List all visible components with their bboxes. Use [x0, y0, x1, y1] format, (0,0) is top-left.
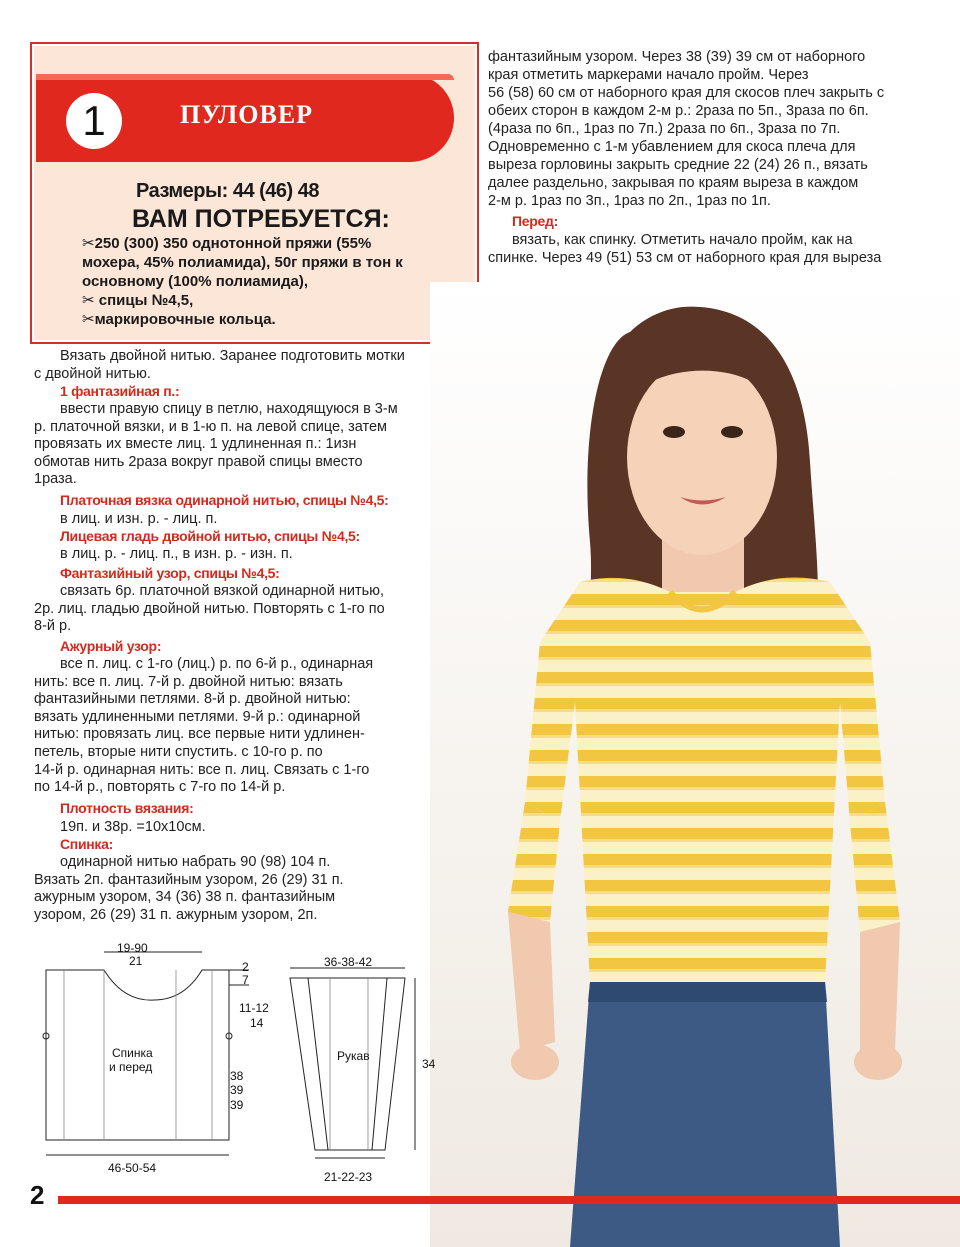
fantasy-loop-text [34, 401, 439, 489]
sleeve-bottom: 21-22-23 [324, 1170, 373, 1184]
text-line: 2-м р. 1раз по 3п., 1раз по 2п., 1раз по 1п. [488, 193, 771, 209]
diagram-top-width: 19-90 [117, 941, 148, 955]
intro-text [34, 348, 439, 383]
stockinette-title: Лицевая гладь двойной нитью, спицы №4,5: [60, 528, 360, 544]
scissors-icon: ✂ [82, 235, 95, 252]
diagram-r3: 11-12 [239, 1001, 269, 1015]
text-line: ажурным узором, 34 (36) 38 п. фантазийным [34, 889, 336, 906]
garter-title: Платочная вязка одинарной нитью, спицы №4,5: [60, 492, 389, 508]
text-line: одинарной нитью набрать 90 (98) 104 п. [60, 854, 331, 870]
sleeve-label: Рукав [337, 1049, 370, 1063]
text-line: Вязать 2п. фантазийным узором, 26 (29) 31 п. [34, 871, 344, 888]
text-line: по 14-й р., повторять с 7-го по 14-й р. [34, 779, 286, 796]
text-line: фантазийными петлями. 8-й р. двойной нитью: [34, 691, 351, 708]
fantasy-pattern-text [34, 583, 439, 636]
back-text [34, 854, 424, 924]
diagram-label-2: и перед [109, 1060, 153, 1074]
diagram-h2: 39 [230, 1083, 244, 1097]
materials-list [82, 234, 462, 329]
text-line: узором, 26 (29) 31 п. ажурным узором, 2п. [34, 906, 318, 923]
right-text [488, 48, 944, 210]
intro-line: Вязать двойной нитью. Заранее подготовить мотки [60, 348, 405, 364]
text-line: петель, вторые нити спустить. с 10-го р. по [34, 743, 323, 760]
text-line: р. платочной вязки, и в 1-ю п. на левой спице, затем [34, 418, 387, 435]
text-line: 56 (58) 60 см от наборного края для скосов плеч закрыть с [488, 85, 885, 101]
text-line: ввести правую спицу в петлю, находящуюся в 3-м [60, 401, 398, 417]
diagram-r4: 14 [250, 1016, 264, 1030]
text-line: нитью: провязать лиц. все первые нити удлинен- [34, 726, 365, 743]
materials-heading: ВАМ ПОТРЕБУЕТСЯ: [132, 205, 390, 233]
back-title: Спинка: [60, 836, 113, 852]
text-line: обеих сторон в каждом 2-м р.: 2раза по 5п., 3раза по 6п. [488, 103, 869, 119]
text-line: 14-й р. одинарная нить: все п. лиц. Связать с 1-го [34, 761, 370, 778]
text-line: обмотав нить 2раза вокруг правой спицы вместо [34, 453, 363, 470]
model-photo [430, 282, 960, 1247]
front-title: Перед: [512, 213, 558, 229]
sleeve-top: 36-38-42 [324, 955, 373, 969]
text-line: выреза горловины закрыть средние 22 (24) 26 п., вязать [488, 157, 868, 173]
footer-bar [58, 1196, 960, 1204]
text-line: далее раздельно, закрывая по краям выреза в каждом [488, 175, 859, 191]
text-line: спинке. Через 49 (51) 53 см от наборного края для выреза [488, 250, 882, 266]
text-line: (4раза по 6п., 1раз по 7п.) 2раза по 6п., 3раза по 7п. [488, 121, 841, 137]
text-line: 2р. лиц. гладью двойной нитью. Повторять с 1-го по [34, 600, 385, 617]
material-line-4: ✂ спицы №4,5, [82, 292, 194, 309]
diagram-h1: 38 [230, 1069, 244, 1083]
fantasy-pattern-title: Фантазийный узор, спицы №4,5: [60, 565, 280, 581]
page-number: 2 [30, 1180, 45, 1210]
text-line: связать 6р. платочной вязкой одинарной нитью, [60, 583, 385, 599]
text-line: все п. лиц. с 1-го (лиц.) р. по 6-й р., одинарная [60, 656, 374, 672]
gauge-title: Плотность вязания: [60, 800, 194, 816]
diagram-bottom: 46-50-54 [108, 1161, 157, 1175]
title-banner-highlight [36, 74, 454, 80]
fantasy-loop-title: 1 фантазийная п.: [60, 383, 180, 399]
sleeve-height: 34 [422, 1057, 436, 1071]
text-line: вязать удлиненными петлями. 9-й р.: одинарной [34, 708, 361, 725]
diagram-r1: 2 [242, 960, 249, 974]
material-line-2: мохера, 45% полиамида), 50г пряжи в тон к [82, 254, 403, 271]
stockinette-text: в лиц. р. - лиц. п., в изн. р. - изн. п. [60, 546, 293, 562]
text-line: 1раза. [34, 471, 77, 488]
intro-line: с двойной нитью. [34, 365, 151, 382]
diagram-r2: 7 [242, 973, 249, 987]
text-line: вязать, как спинку. Отметить начало пройм, как на [512, 232, 853, 248]
text-line: провязать их вместе лиц. 1 удлиненная п.: 1изн [34, 436, 357, 453]
diagram-h3: 39 [230, 1098, 244, 1112]
material-line-5: ✂маркировочные кольца. [82, 311, 276, 328]
page-title: ПУЛОВЕР [180, 100, 314, 129]
lace-title: Ажурный узор: [60, 638, 162, 654]
text-line: Одновременно с 1-м убавлением для скоса плеча для [488, 139, 856, 155]
sizes: Размеры: 44 (46) 48 [136, 180, 319, 202]
diagram-label-1: Спинка [112, 1046, 153, 1060]
material-line-3: основному (100% полиамида), [82, 273, 308, 290]
material-line-1: ✂250 (300) 350 однотонной пряжи (55% [82, 235, 372, 252]
text-line: фантазийным узором. Через 38 (39) 39 см от наборного [488, 49, 866, 65]
scissors-icon: ✂ [82, 311, 95, 328]
garter-text: в лиц. и изн. р. - лиц. п. [60, 511, 218, 527]
text-line: нить: все п. лиц. 7-й р. двойной нитью: вязать [34, 673, 343, 690]
scissors-icon: ✂ [82, 292, 95, 309]
diagram-neck: 21 [129, 954, 143, 968]
gauge-text: 19п. и 38р. =10х10см. [60, 819, 206, 835]
lace-text [34, 656, 439, 797]
text-line: 8-й р. [34, 618, 72, 635]
pattern-number: 1 [66, 93, 122, 149]
model-illustration [430, 282, 960, 1247]
front-text [488, 231, 944, 267]
text-line: края отметить маркерами начало пройм. Через [488, 67, 809, 83]
